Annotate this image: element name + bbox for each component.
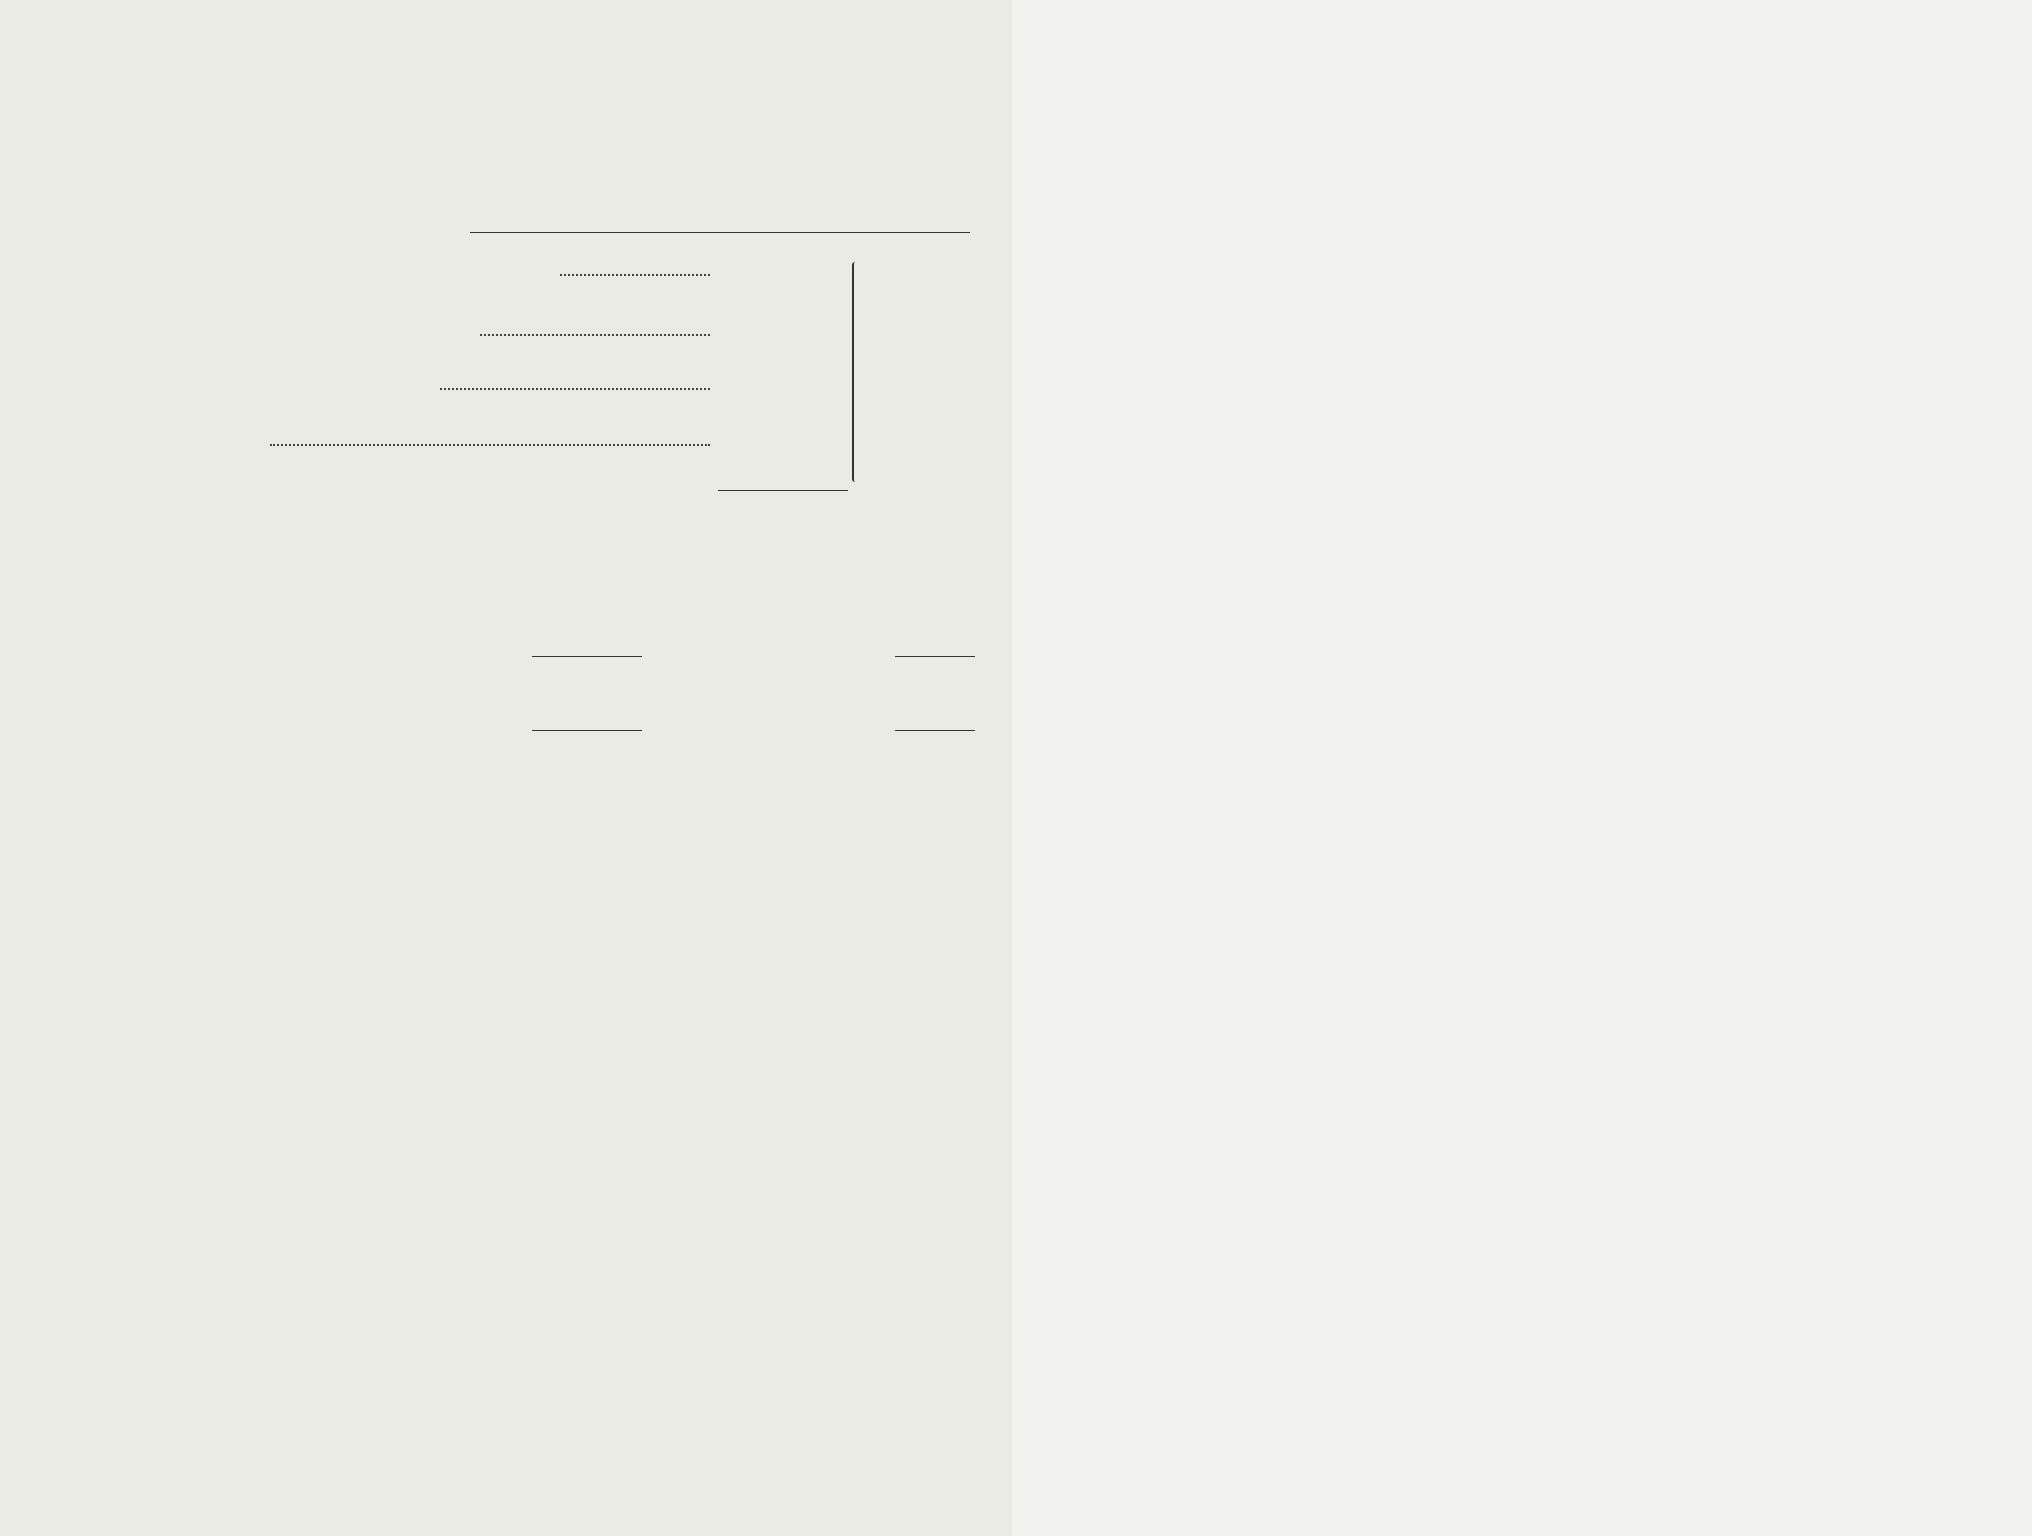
left-page: [0, 0, 1012, 1536]
brace: [852, 262, 858, 482]
